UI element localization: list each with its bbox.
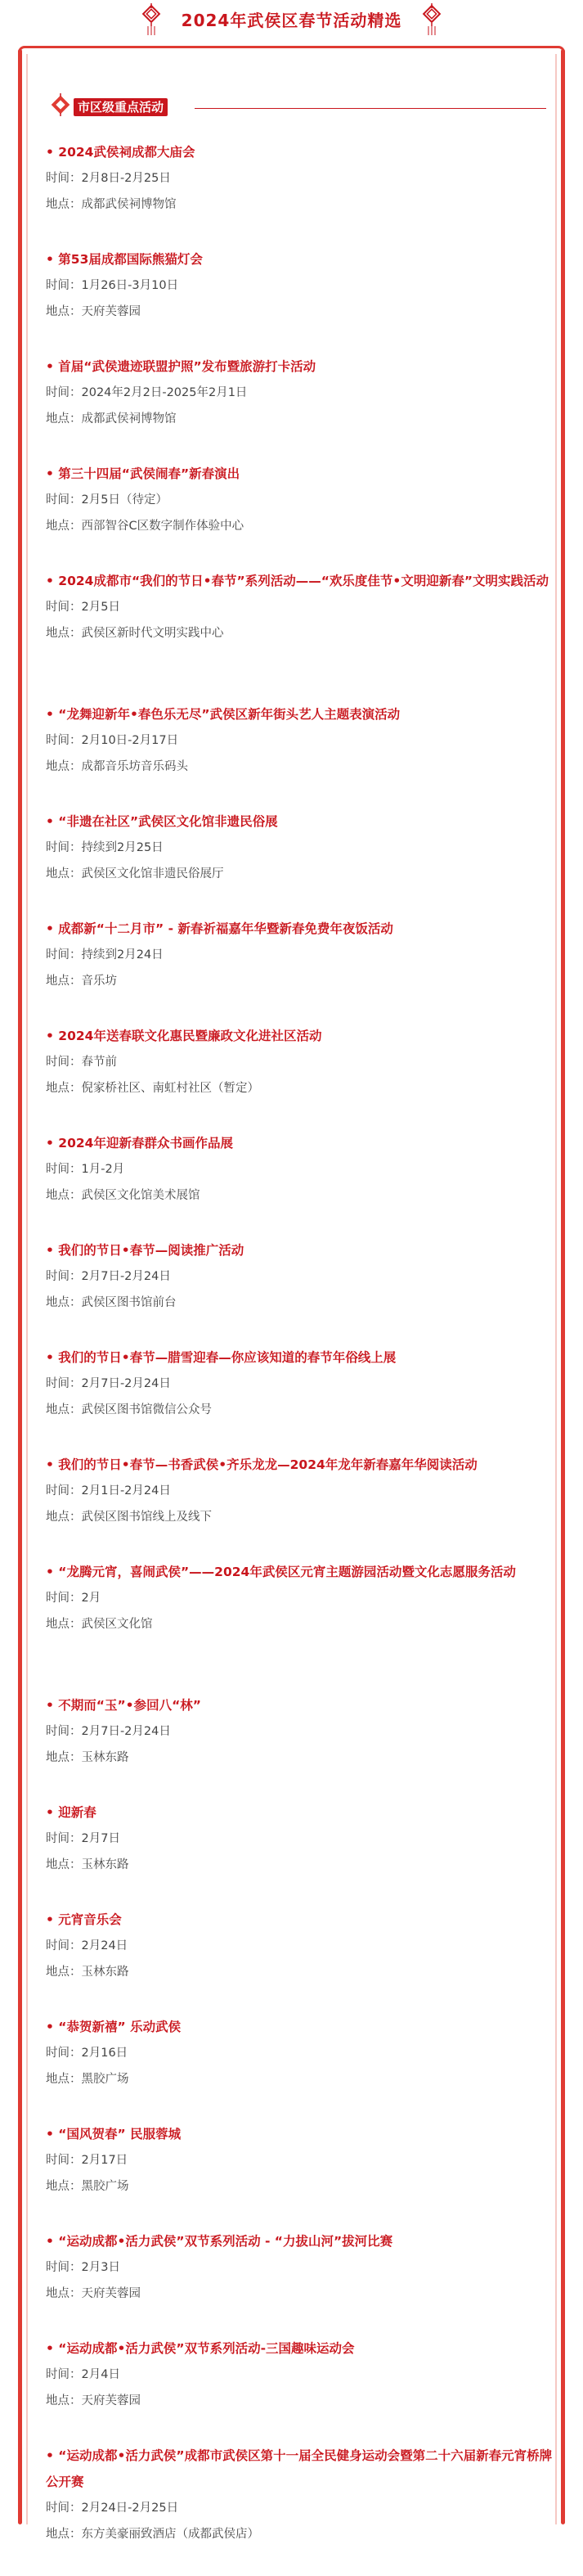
time-label: 时间： bbox=[46, 948, 82, 961]
time-label: 时间： bbox=[46, 1270, 82, 1283]
event-item bbox=[46, 568, 553, 701]
frame-left-border bbox=[18, 49, 22, 2524]
time-label: 时间： bbox=[46, 1725, 82, 1738]
event-item bbox=[46, 246, 553, 354]
place-value: 成都武侯祠博物馆 bbox=[81, 412, 177, 426]
frame-top-border bbox=[18, 46, 565, 54]
time-label: 时间： bbox=[46, 2047, 82, 2060]
event-place bbox=[46, 1182, 553, 1209]
event-title: • 2024年迎新春群众书画作品展 bbox=[46, 1136, 233, 1151]
event-place bbox=[46, 1611, 553, 1637]
place-label: 地点： bbox=[46, 1189, 82, 1202]
event-title: • “非遗在社区”武侯区文化馆非遗民俗展 bbox=[46, 814, 278, 829]
time-value: 2月17日 bbox=[81, 2154, 128, 2167]
diamond-ornament-icon bbox=[49, 93, 72, 116]
place-value: 武侯区文化馆美术展馆 bbox=[81, 1189, 200, 1202]
chinese-knot-icon bbox=[419, 3, 444, 36]
event-title: • “恭贺新禧” 乐动武侯 bbox=[46, 2020, 182, 2034]
time-label: 时间： bbox=[46, 601, 82, 614]
event-item bbox=[46, 2014, 553, 2121]
event-place bbox=[46, 2066, 553, 2092]
event-place bbox=[46, 1075, 553, 1101]
event-title: • 2024成都市“我们的节日•春节”系列活动——“欢乐度佳节•文明迎新春”文明实践活动 bbox=[46, 574, 549, 588]
time-label: 时间： bbox=[46, 2154, 82, 2167]
event-place bbox=[46, 1745, 553, 1771]
time-label: 时间： bbox=[46, 1592, 82, 1605]
time-label: 时间： bbox=[46, 2502, 82, 2515]
event-item bbox=[46, 1559, 553, 1692]
time-value: 2月5日（待定） bbox=[81, 493, 168, 507]
place-value: 天府芙蓉园 bbox=[81, 2394, 141, 2407]
place-label: 地点： bbox=[46, 2528, 82, 2541]
time-label: 时间： bbox=[46, 279, 82, 292]
event-list bbox=[46, 139, 553, 2576]
event-time bbox=[46, 2254, 553, 2281]
event-item bbox=[46, 461, 553, 568]
event-title: • “龙舞迎新年•春色乐无尽”武侯区新年街头艺人主题表演活动 bbox=[46, 707, 401, 722]
place-value: 武侯区图书馆前台 bbox=[81, 1296, 177, 1309]
event-place bbox=[46, 1290, 553, 1316]
event-time bbox=[46, 1156, 553, 1182]
section-label: 市区级重点活动 bbox=[74, 98, 168, 116]
frame-right-border bbox=[561, 49, 565, 2524]
event-place bbox=[46, 754, 553, 780]
event-time bbox=[46, 835, 553, 861]
event-item bbox=[46, 1237, 553, 1344]
event-title: • 第53届成都国际熊猫灯会 bbox=[46, 252, 203, 267]
event-place bbox=[46, 1852, 553, 1878]
event-title: • 首届“武侯遗迹联盟护照”发布暨旅游打卡活动 bbox=[46, 359, 316, 374]
event-place bbox=[46, 2281, 553, 2307]
place-label: 地点： bbox=[46, 1296, 82, 1309]
time-label: 时间： bbox=[46, 841, 82, 854]
time-label: 时间： bbox=[46, 2261, 82, 2274]
event-place bbox=[46, 2521, 553, 2547]
time-value: 2月24日-2月25日 bbox=[81, 2502, 179, 2515]
place-value: 武侯区图书馆微信公众号 bbox=[81, 1403, 212, 1416]
place-value: 武侯区新时代文明实践中心 bbox=[81, 627, 224, 640]
time-label: 时间： bbox=[46, 2368, 82, 2381]
place-value: 天府芙蓉园 bbox=[81, 2287, 141, 2300]
time-value: 2月7日-2月24日 bbox=[81, 1725, 171, 1738]
time-value: 1月-2月 bbox=[81, 1163, 125, 1176]
event-title: • 成都新“十二月市” - 新春祈福嘉年华暨新春免费年夜饭活动 bbox=[46, 921, 393, 936]
event-place bbox=[46, 861, 553, 887]
place-value: 玉林东路 bbox=[81, 1751, 129, 1764]
place-value: 玉林东路 bbox=[81, 1966, 129, 1979]
place-value: 成都武侯祠博物馆 bbox=[81, 198, 177, 211]
event-time bbox=[46, 1371, 553, 1397]
event-time bbox=[46, 2362, 553, 2388]
time-value: 2月5日 bbox=[81, 601, 120, 614]
section-divider bbox=[195, 108, 546, 109]
event-time bbox=[46, 272, 553, 299]
time-value: 持续到2月24日 bbox=[81, 948, 164, 961]
event-time bbox=[46, 380, 553, 406]
event-title: • 我们的节日•春节—腊雪迎春—你应该知道的春节年俗线上展 bbox=[46, 1350, 397, 1365]
event-item bbox=[46, 2335, 553, 2443]
event-title: • “运动成都•活力武侯”双节系列活动-三国趣味运动会 bbox=[46, 2341, 355, 2356]
place-label: 地点： bbox=[46, 2180, 82, 2193]
event-title: • 我们的节日•春节—阅读推广活动 bbox=[46, 1243, 244, 1258]
place-label: 地点： bbox=[46, 2394, 82, 2407]
time-label: 时间： bbox=[46, 386, 82, 399]
event-time bbox=[46, 1718, 553, 1745]
page-header bbox=[0, 0, 583, 38]
time-value: 1月26日-3月10日 bbox=[81, 279, 179, 292]
place-value: 黑胶广场 bbox=[81, 2180, 129, 2193]
event-item bbox=[46, 808, 553, 916]
place-value: 成都音乐坊音乐码头 bbox=[81, 760, 188, 773]
place-label: 地点： bbox=[46, 760, 82, 773]
event-title: • 2024年送春联文化惠民暨廉政文化进社区活动 bbox=[46, 1029, 322, 1043]
event-place bbox=[46, 2173, 553, 2200]
event-item bbox=[46, 701, 553, 808]
event-time bbox=[46, 594, 553, 620]
place-value: 武侯区文化馆 bbox=[81, 1618, 153, 1631]
time-value: 2月7日-2月24日 bbox=[81, 1377, 171, 1390]
place-label: 地点： bbox=[46, 2287, 82, 2300]
chinese-knot-icon bbox=[139, 3, 164, 36]
section-heading bbox=[49, 88, 548, 131]
event-time bbox=[46, 487, 553, 513]
place-label: 地点： bbox=[46, 867, 82, 880]
time-value: 春节前 bbox=[81, 1056, 117, 1069]
place-label: 地点： bbox=[46, 1858, 82, 1871]
place-value: 倪家桥社区、南虹村社区（暂定） bbox=[81, 1082, 259, 1095]
place-label: 地点： bbox=[46, 1751, 82, 1764]
time-value: 2月3日 bbox=[81, 2261, 120, 2274]
event-title: • “运动成都•活力武侯”成都市武侯区第十一届全民健身运动会暨第二十六届新春元宵桥牌公开赛 bbox=[46, 2448, 553, 2489]
event-item bbox=[46, 2228, 553, 2335]
place-label: 地点： bbox=[46, 1966, 82, 1979]
event-title: • 第三十四届“武侯闹春”新春演出 bbox=[46, 466, 240, 481]
time-value: 2月8日-2月25日 bbox=[81, 172, 171, 185]
event-title: • “国风贺春” 民服蓉城 bbox=[46, 2127, 182, 2141]
time-label: 时间： bbox=[46, 1832, 82, 1845]
time-label: 时间： bbox=[46, 1939, 82, 1952]
event-place bbox=[46, 513, 553, 539]
place-label: 地点： bbox=[46, 198, 82, 211]
time-value: 持续到2月25日 bbox=[81, 841, 164, 854]
time-value: 2月7日-2月24日 bbox=[81, 1270, 171, 1283]
place-label: 地点： bbox=[46, 520, 82, 533]
event-item bbox=[46, 1692, 553, 1799]
place-label: 地点： bbox=[46, 1511, 82, 1524]
event-title: • 不期而“玉”•参回八“林” bbox=[46, 1698, 201, 1713]
place-label: 地点： bbox=[46, 1403, 82, 1416]
event-title: • 迎新春 bbox=[46, 1805, 96, 1820]
place-label: 地点： bbox=[46, 1618, 82, 1631]
place-label: 地点： bbox=[46, 412, 82, 426]
event-title: • 元宵音乐会 bbox=[46, 1912, 122, 1927]
event-place bbox=[46, 1397, 553, 1423]
time-value: 2月16日 bbox=[81, 2047, 128, 2060]
place-label: 地点： bbox=[46, 305, 82, 318]
event-place bbox=[46, 406, 553, 432]
event-time bbox=[46, 727, 553, 754]
event-place bbox=[46, 1959, 553, 1985]
event-title: • “龙腾元宵，喜闹武侯”——2024年武侯区元宵主题游园活动暨文化志愿服务活动 bbox=[46, 1565, 516, 1579]
event-item bbox=[46, 1023, 553, 1130]
place-value: 玉林东路 bbox=[81, 1858, 129, 1871]
place-value: 武侯区图书馆线上及线下 bbox=[81, 1511, 212, 1524]
event-title: • “运动成都•活力武侯”双节系列活动 - “力拔山河”拔河比赛 bbox=[46, 2234, 393, 2249]
event-item bbox=[46, 916, 553, 1023]
event-item bbox=[46, 1452, 553, 1559]
frame-inner-line-left bbox=[26, 54, 28, 2524]
event-item bbox=[46, 1799, 553, 1907]
time-value: 2月 bbox=[81, 1592, 101, 1605]
event-place bbox=[46, 620, 553, 646]
event-time bbox=[46, 2147, 553, 2173]
event-time bbox=[46, 165, 553, 191]
event-title: • 2024武侯祠成都大庙会 bbox=[46, 145, 195, 160]
place-value: 西部智谷C区数字制作体验中心 bbox=[81, 520, 244, 533]
time-value: 2月4日 bbox=[81, 2368, 120, 2381]
time-label: 时间： bbox=[46, 734, 82, 747]
time-label: 时间： bbox=[46, 493, 82, 507]
place-label: 地点： bbox=[46, 627, 82, 640]
event-time bbox=[46, 1826, 553, 1852]
time-label: 时间： bbox=[46, 172, 82, 185]
event-item bbox=[46, 2443, 553, 2576]
time-label: 时间： bbox=[46, 1484, 82, 1497]
event-item bbox=[46, 139, 553, 246]
time-value: 2月7日 bbox=[81, 1832, 120, 1845]
time-label: 时间： bbox=[46, 1377, 82, 1390]
event-time bbox=[46, 2495, 553, 2521]
place-label: 地点： bbox=[46, 1082, 82, 1095]
time-label: 时间： bbox=[46, 1056, 82, 1069]
event-time bbox=[46, 1933, 553, 1959]
event-place bbox=[46, 2388, 553, 2414]
event-time bbox=[46, 1585, 553, 1611]
event-place bbox=[46, 1504, 553, 1530]
event-time bbox=[46, 2040, 553, 2066]
event-place bbox=[46, 299, 553, 325]
place-value: 黑胶广场 bbox=[81, 2073, 129, 2086]
time-label: 时间： bbox=[46, 1163, 82, 1176]
event-item bbox=[46, 1344, 553, 1452]
event-time bbox=[46, 942, 553, 968]
event-title: • 我们的节日•春节—书香武侯•齐乐龙龙—2024年龙年新春嘉年华阅读活动 bbox=[46, 1457, 478, 1472]
event-time bbox=[46, 1478, 553, 1504]
event-place bbox=[46, 191, 553, 218]
event-item bbox=[46, 1907, 553, 2014]
event-item bbox=[46, 2121, 553, 2228]
place-value: 音乐坊 bbox=[81, 975, 117, 988]
frame-inner-line-right bbox=[555, 54, 557, 2524]
event-time bbox=[46, 1263, 553, 1290]
event-item bbox=[46, 354, 553, 461]
event-time bbox=[46, 1049, 553, 1075]
place-value: 东方美豪丽致酒店（成都武侯店） bbox=[81, 2528, 259, 2541]
place-value: 天府芙蓉园 bbox=[81, 305, 141, 318]
page-title: 2024年武侯区春节活动精选 bbox=[181, 10, 402, 30]
time-value: 2024年2月2日-2025年2月1日 bbox=[81, 386, 248, 399]
place-label: 地点： bbox=[46, 2073, 82, 2086]
place-label: 地点： bbox=[46, 975, 82, 988]
event-place bbox=[46, 968, 553, 994]
time-value: 2月1日-2月24日 bbox=[81, 1484, 171, 1497]
event-item bbox=[46, 1130, 553, 1237]
place-value: 武侯区文化馆非遗民俗展厅 bbox=[81, 867, 224, 880]
time-value: 2月10日-2月17日 bbox=[81, 734, 179, 747]
time-value: 2月24日 bbox=[81, 1939, 128, 1952]
